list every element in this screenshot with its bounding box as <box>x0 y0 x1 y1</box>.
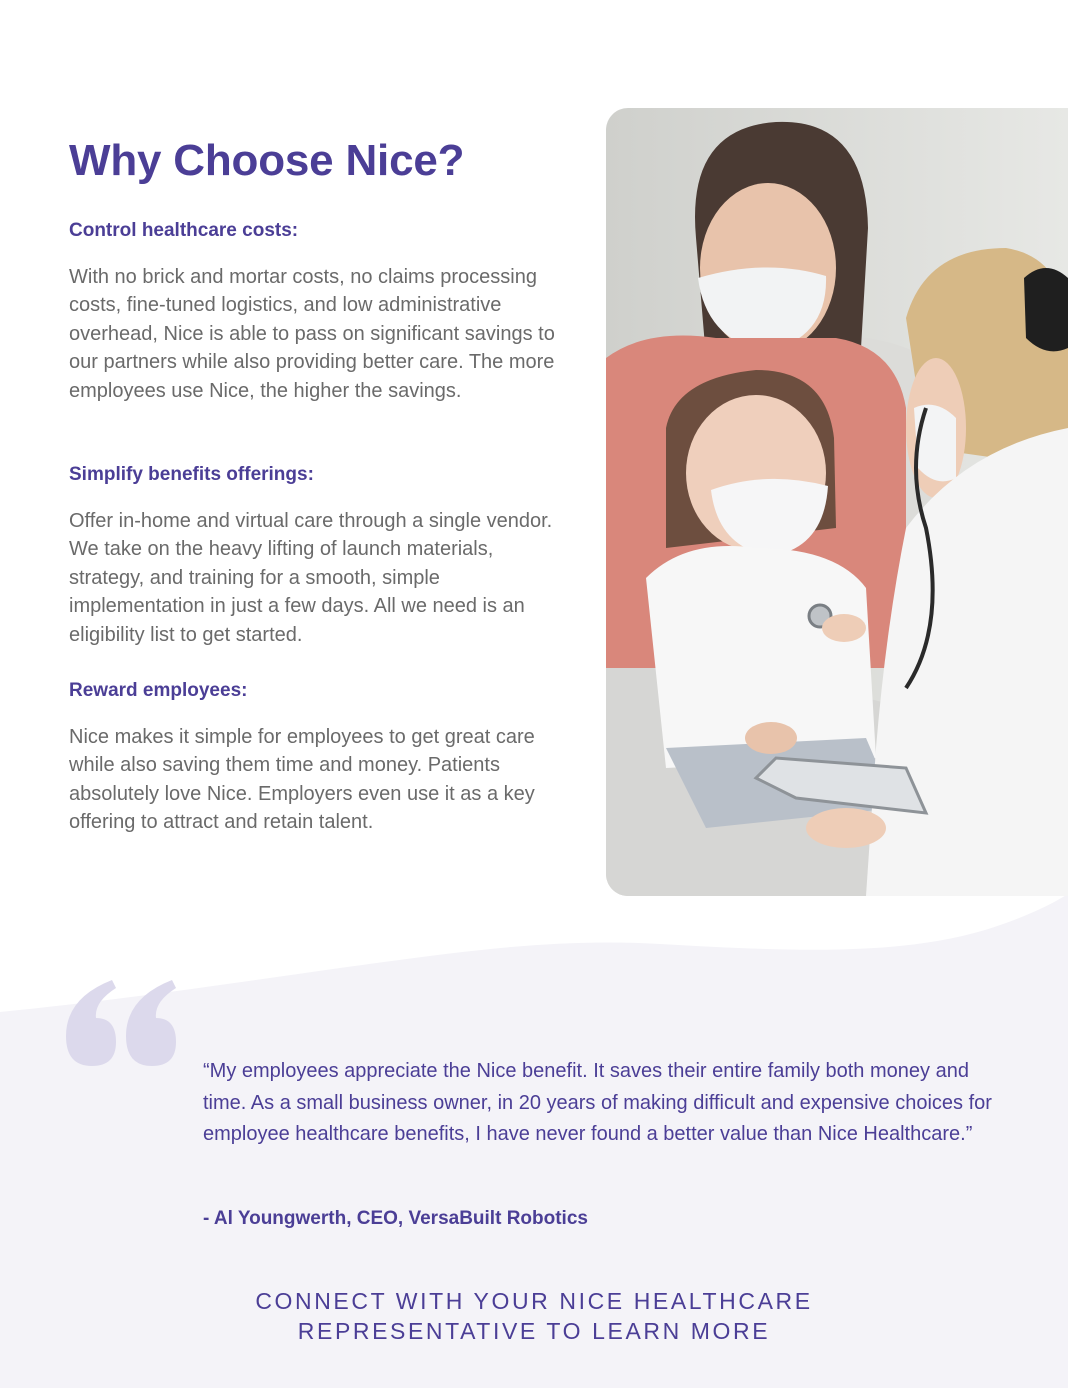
cta-line-2: REPRESENTATIVE TO LEARN MORE <box>297 1318 771 1344</box>
testimonial-author: - Al Youngwerth, CEO, VersaBuilt Robotics <box>203 1208 588 1229</box>
page-title: Why Choose Nice? <box>69 136 465 185</box>
cta-line-1: CONNECT WITH YOUR NICE HEALTHCARE <box>255 1288 813 1314</box>
section-heading: Control healthcare costs: <box>69 220 299 241</box>
section-simplify-benefits <box>69 463 559 649</box>
section-reward-employees <box>69 679 559 837</box>
section-heading: Simplify benefits offerings: <box>69 464 314 485</box>
section-body: Nice makes it simple for employees to get great care while also saving them time and money. Patients absolutely love Nice. Employers even use it as a key offering to attract and retain talent. <box>69 726 535 834</box>
section-body: With no brick and mortar costs, no claims processing costs, fine-tuned logistics, and low administrative overhead, Nice is able to pass on significant savings to our partners while also providing better care. The more employees use Nice, the higher the savings. <box>69 266 555 402</box>
section-heading: Reward employees: <box>69 680 248 701</box>
call-to-action <box>134 1286 934 1346</box>
section-control-costs <box>69 219 559 405</box>
doctor-child-checkup-photo <box>606 108 1068 896</box>
section-body: Offer in-home and virtual care through a single vendor. We take on the heavy lifting of launch materials, strategy, and training for a smooth, simple implementation in just a few days. All we need is an eligibility list to get started. <box>69 510 553 646</box>
quotation-mark-icon <box>66 980 181 1068</box>
testimonial-quote: “My employees appreciate the Nice benefit. It saves their entire family both money and time. As a small business owner, in 20 years of making difficult and expensive choices for employee healthcare benefits, I have never found a better value than Nice Healthcare.” <box>203 1060 992 1145</box>
